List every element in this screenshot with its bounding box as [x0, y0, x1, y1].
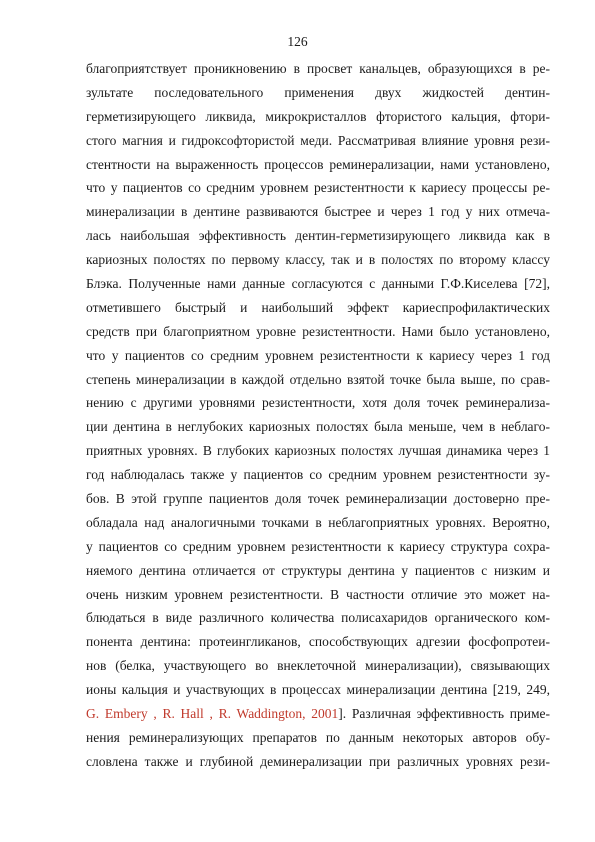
- text-line: у пациентов со средним уровнем резистентности к кариесу структура сохра-: [86, 538, 550, 554]
- text-line: стентности на выраженность процессов реминерализации, нами установлено,: [86, 156, 550, 172]
- text-line: средств при благоприятном уровне резистентности. Нами было установлено,: [86, 323, 550, 339]
- text-line: ионы кальция и участвующих в процессах минерализации дентина [219, 249,: [86, 682, 550, 698]
- text-line: герметизирующего ликвида, микрокристаллов фтористого кальция, фтори-: [86, 108, 550, 124]
- text-line: нению с другими уровнями резистентности, хотя доля точек реминерализа-: [86, 395, 550, 411]
- body-paragraph: [86, 57, 550, 774]
- text-line: обладала над аналогичными точками в неблагоприятных уровнях. Вероятно,: [86, 514, 550, 530]
- text-line: очень низким уровнем резистентности. В частности отличие это может на-: [86, 586, 550, 602]
- text-line: год наблюдалась также у пациентов со средним уровнем резистентности зу-: [86, 467, 550, 483]
- citation-link[interactable]: G. Embery , R. Hall , R. Waddington, 2001: [86, 706, 339, 722]
- text-line: нения реминерализующих препаратов по данным некоторых авторов обу-: [86, 729, 550, 745]
- text-fragment: ]. Различная эффективность приме-: [338, 706, 550, 722]
- text-line: словлена также и глубиной деминерализации при различных уровнях рези-: [86, 753, 550, 769]
- text-line: зультате последовательного применения двух жидкостей дентин-: [86, 84, 550, 100]
- text-line: приятных уровнях. В глубоких кариозных полостях лучшая динамика через 1: [86, 443, 550, 459]
- text-line: лась наибольшая эффективность дентин-герметизирующего ликвида как в: [86, 228, 550, 244]
- text-line: блюдаться в виде различного количества полисахаридов органического ком-: [86, 610, 550, 626]
- text-line: бов. В этой группе пациентов доля точек реминерализации достоверно пре-: [86, 491, 550, 507]
- text-line: степень минерализации в каждой отдельно взятой точке была выше, по срав-: [86, 371, 550, 387]
- text-line: ции дентина в неглубоких кариозных полостях была меньше, чем в неблаго-: [86, 419, 550, 435]
- text-line: Блэка. Полученные нами данные согласуются с данными Г.Ф.Киселева [72],: [86, 276, 550, 292]
- text-line: благоприятствует проникновению в просвет канальцев, образующихся в ре-: [86, 61, 550, 76]
- text-line: понента дентина: протеингликанов, способствующих адгезии фосфопротеи-: [86, 634, 550, 650]
- page-number: 126: [287, 34, 308, 49]
- text-line: нов (белка, участвующего во внеклеточной минерализации), связывающих: [86, 658, 550, 674]
- text-line: няемого дентина отличается от структуры дентина у пациентов с низким и: [86, 562, 550, 578]
- text-line: отметившего быстрый и наибольший эффект кариеспрофилактических: [86, 299, 550, 315]
- text-line-with-citation: [86, 702, 550, 726]
- text-line: что у пациентов со средним уровнем резистентности к кариесу процессы ре-: [86, 180, 550, 196]
- text-line: кариозных полостях по первому классу, так и в полостях по второму классу: [86, 252, 550, 268]
- text-line: что у пациентов со средним уровнем резистентности к кариесу через 1 год: [86, 347, 550, 363]
- text-line: минерализации в дентине развиваются быстрее и через 1 год у них отмеча-: [86, 204, 550, 220]
- text-line: стого магния и гидроксофтористой меди. Рассматривая влияние уровня рези-: [86, 132, 550, 148]
